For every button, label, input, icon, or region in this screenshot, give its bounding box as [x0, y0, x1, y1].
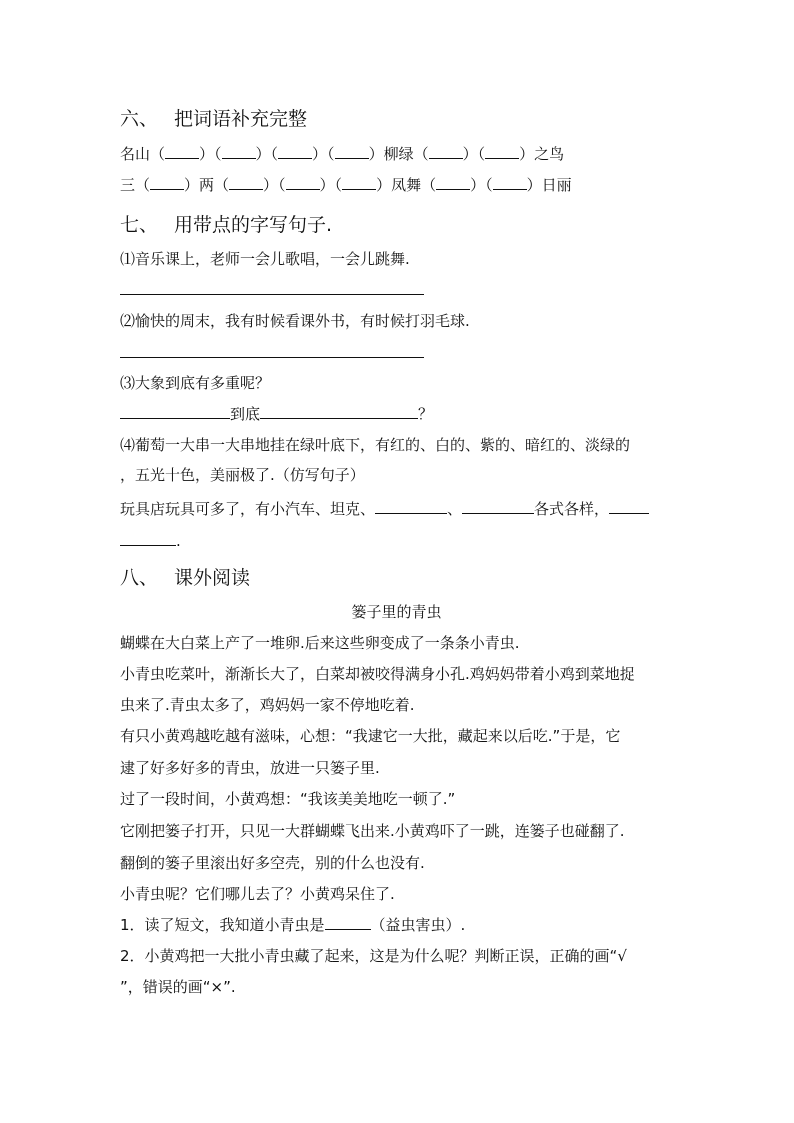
- answer-blank[interactable]: [120, 531, 176, 546]
- idiom-blank[interactable]: [150, 175, 184, 190]
- idiom-text: ）（: [312, 145, 335, 163]
- idiom-text: ）（: [255, 145, 279, 163]
- answer-blank[interactable]: [462, 499, 534, 514]
- question-7-2: ⑵愉快的周末，我有时候看课外书，有时候打羽毛球.: [120, 312, 470, 330]
- answer-text: 各式各样，: [534, 500, 610, 518]
- idiom-text: ）柳绿（: [368, 145, 429, 163]
- idiom-text: 名山（: [120, 145, 166, 163]
- story-paragraph-6: 翻倒的篓子里滚出好多空壳，别的什么也没有.: [120, 854, 425, 872]
- section-7-title: 用带点的字写句子.: [174, 214, 333, 236]
- answer-text: 玩具店玩具可多了，有小汽车、坦克、: [120, 500, 376, 518]
- question-7-1: ⑴音乐课上，老师一会儿歌唱，一会儿跳舞.: [120, 250, 410, 268]
- story-paragraph-2-line-2: 虫来了.青虫太多了，鸡妈妈一家不停地吃着.: [120, 696, 415, 714]
- section-6-title: 把词语补充完整: [174, 108, 308, 130]
- idiom-text: ）凤舞（: [376, 176, 437, 194]
- section-8-number: 八、: [120, 567, 159, 589]
- idiom-blank[interactable]: [429, 144, 463, 159]
- story-paragraph-5: 它刚把篓子打开，只见一大群蝴蝶飞出来.小黄鸡吓了一跳，连篓子也碰翻了.: [120, 822, 625, 840]
- idiom-text: ）（: [470, 176, 493, 194]
- idiom-blank[interactable]: [485, 144, 519, 159]
- idiom-blank[interactable]: [229, 175, 263, 190]
- idiom-blank[interactable]: [342, 175, 376, 190]
- idiom-row-1: [120, 144, 564, 164]
- answer-text: ？: [418, 405, 434, 423]
- story-paragraph-2-line-1: 小青虫吃菜叶，渐渐长大了，白菜却被咬得满身小孔.鸡妈妈带着小鸡到菜地捉: [120, 665, 635, 683]
- question-7-4-line-1: ⑷葡萄一大串一大串地挂在绿叶底下，有红的、白的、紫的、暗红的、淡绿的: [120, 436, 631, 454]
- story-paragraph-7: 小青虫呢？它们哪儿去了？小黄鸡呆住了.: [120, 885, 395, 903]
- answer-blank[interactable]: [120, 404, 230, 419]
- idiom-text: 三（: [120, 176, 151, 194]
- answer-line-7-1[interactable]: [120, 294, 424, 295]
- idiom-text: ）（: [263, 176, 286, 194]
- section-6-number: 六、: [120, 108, 159, 130]
- answer-blank[interactable]: [260, 404, 418, 419]
- answer-text: 到底: [230, 405, 261, 423]
- story-title: 篓子里的青虫: [351, 603, 442, 621]
- idiom-text: ）（: [462, 145, 486, 163]
- story-paragraph-3-line-2: 逮了好多好多的青虫，放进一只篓子里.: [120, 759, 380, 777]
- idiom-blank[interactable]: [222, 144, 256, 159]
- answer-blank[interactable]: [375, 499, 447, 514]
- section-7-number: 七、: [120, 214, 159, 236]
- idiom-blank[interactable]: [436, 175, 470, 190]
- question-text: 1．读了短文，我知道小青虫是: [120, 916, 325, 934]
- idiom-blank[interactable]: [493, 175, 527, 190]
- story-paragraph-4: 过了一段时间，小黄鸡想：“我该美美地吃一顿了.”: [120, 790, 456, 808]
- answer-text: 、: [447, 500, 463, 518]
- answer-blank[interactable]: [609, 499, 649, 514]
- idiom-text: ）（: [319, 176, 343, 194]
- answer-7-3: [120, 404, 433, 424]
- idiom-row-2: [120, 175, 572, 195]
- question-8-2-line-2: ”，错误的画“×”.: [120, 978, 236, 996]
- story-paragraph-1: 蝴蝶在大白菜上产了一堆卵.后来这些卵变成了一条条小青虫.: [120, 634, 520, 652]
- section-7-heading: [120, 212, 332, 238]
- idiom-text: ）之鸟: [519, 145, 565, 163]
- idiom-text: ）（: [199, 145, 222, 163]
- question-8-2-line-1: 2．小黄鸡把一大批小青虫藏了起来，这是为什么呢？判断正误，正确的画“√: [120, 947, 627, 965]
- idiom-text: ）两（: [184, 176, 230, 194]
- idiom-blank[interactable]: [165, 144, 199, 159]
- question-8-1: [120, 915, 465, 935]
- idiom-text: ）日丽: [526, 176, 572, 194]
- section-8-title: 课外阅读: [174, 567, 251, 589]
- idiom-blank[interactable]: [286, 175, 320, 190]
- section-6-heading: [120, 106, 307, 132]
- answer-text: .: [176, 532, 181, 550]
- question-7-3: ⑶大象到底有多重呢？: [120, 374, 271, 392]
- question-text: （益虫害虫）.: [370, 916, 466, 934]
- answer-7-4-line-1: [120, 499, 649, 519]
- story-paragraph-3-line-1: 有只小黄鸡越吃越有滋味，心想：“我逮它一大批，藏起来以后吃.”于是，它: [120, 727, 621, 745]
- section-8-heading: [120, 565, 250, 591]
- answer-7-4-line-2: [120, 531, 181, 551]
- answer-blank[interactable]: [325, 915, 371, 930]
- idiom-blank[interactable]: [335, 144, 369, 159]
- answer-line-7-2[interactable]: [120, 357, 424, 358]
- question-7-4-line-2: ，五光十色，美丽极了.（仿写句子）: [120, 466, 365, 484]
- idiom-blank[interactable]: [278, 144, 312, 159]
